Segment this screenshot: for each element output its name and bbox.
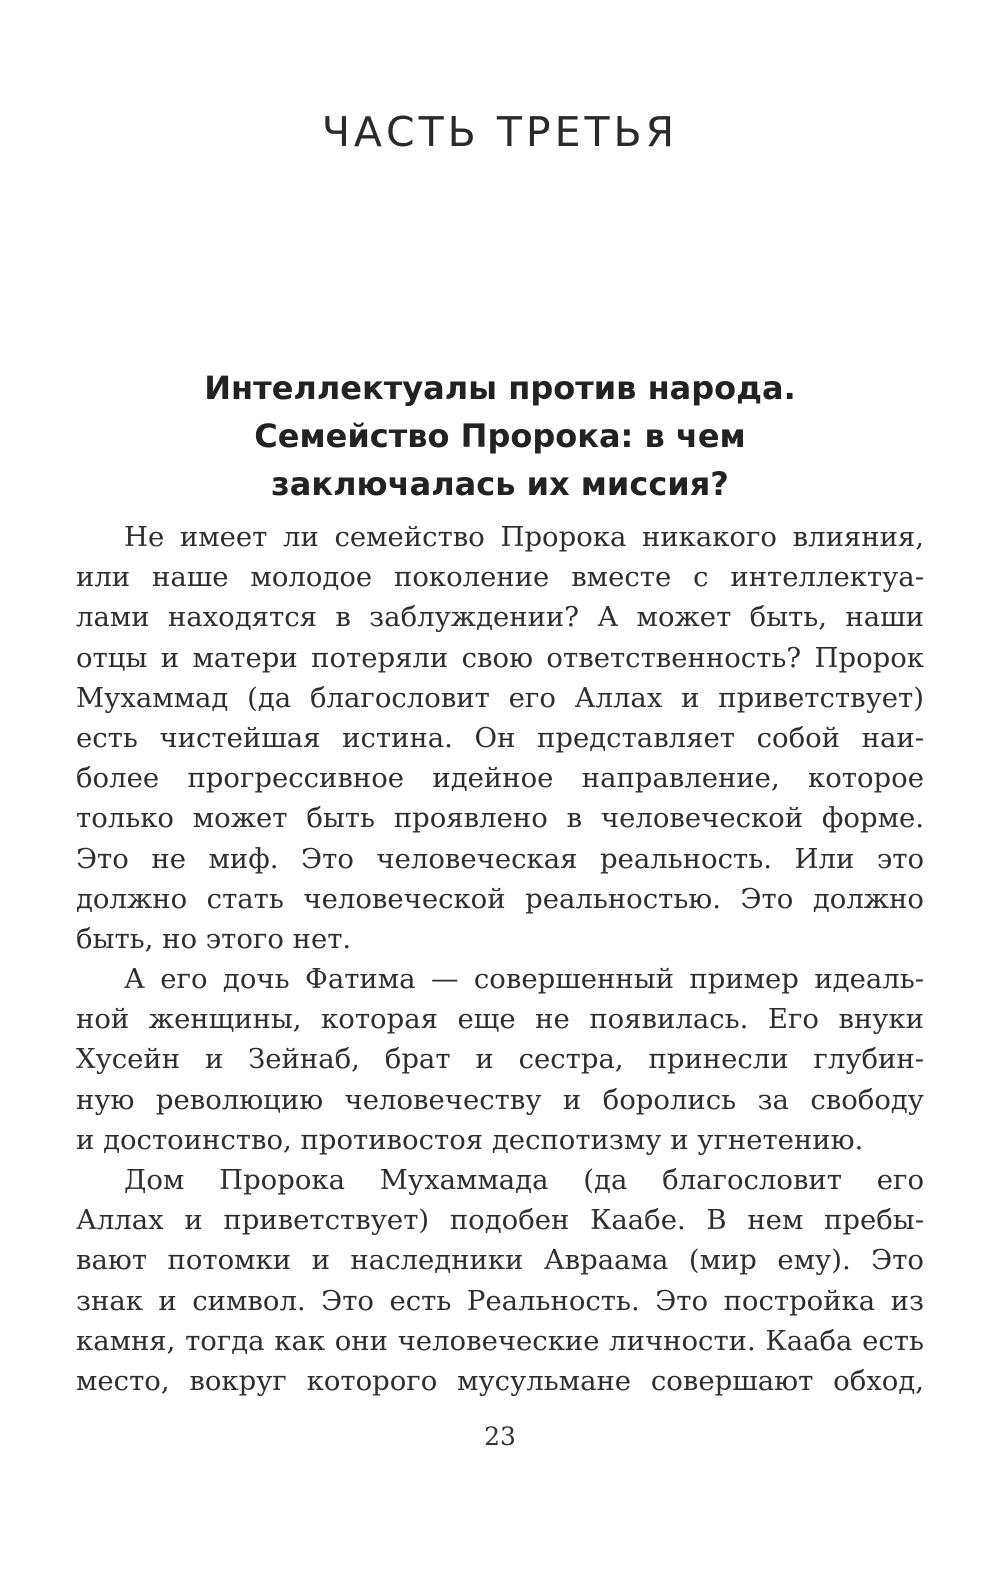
text-line: камня, тогда как они человеческие личности. Кааба есть <box>76 1324 924 1357</box>
text-line: и достоинство, противостоя деспотизму и угнетению. <box>76 1123 864 1156</box>
paragraph <box>76 1160 924 1401</box>
text-line: Хусейн и Зейнаб, брат и сестра, принесли глубин- <box>76 1043 924 1076</box>
text-line: или наше молодое поколение вместе с интеллектуа- <box>76 561 924 594</box>
text-line: А его дочь Фатима — совершенный пример идеаль- <box>124 963 924 996</box>
text-line: ной женщины, которая еще не появилась. Его внуки <box>76 1003 924 1036</box>
part-title: ЧАСТЬ ТРЕТЬЯ <box>321 108 679 156</box>
text-line: Аллах и приветствует) подобен Каабе. В нем пребы- <box>76 1204 924 1237</box>
text-line: место, вокруг которого мусульмане совершают обход, <box>76 1364 924 1397</box>
text-line: только может быть проявлено в человеческой форме. <box>76 802 924 835</box>
chapter-title-line: Семейство Пророка: в чем <box>254 417 746 455</box>
paragraph <box>76 959 924 1160</box>
chapter-title-line: заключалась их миссия? <box>271 465 729 503</box>
page-number: 23 <box>484 1422 516 1451</box>
text-line: Не имеет ли семейство Пророка никакого влияния, <box>124 521 924 553</box>
paragraph <box>76 517 924 959</box>
text-line: должно стать человеческой реальностью. Это должно <box>76 882 924 915</box>
text-line: вают потомки и наследники Авраама (мир ему). Это <box>76 1244 924 1277</box>
text-line: знак и символ. Это есть Реальность. Это постройка из <box>76 1284 924 1317</box>
body-text <box>76 517 924 1401</box>
text-line: ную революцию человечеству и боролись за свободу <box>76 1083 924 1116</box>
text-line: Дом Пророка Мухаммада (да благословит его <box>124 1164 924 1196</box>
text-line: более прогрессивное идейное направление, которое <box>76 762 924 795</box>
text-line: лами находятся в заблуждении? А может быть, наши <box>76 601 924 634</box>
text-line: есть чистейшая истина. Он представляет собой наи- <box>76 721 924 754</box>
text-line: Мухаммад (да благословит его Аллах и приветствует) <box>76 681 924 714</box>
text-line: быть, но этого нет. <box>76 922 352 955</box>
text-line: Это не миф. Это человеческая реальность. Или это <box>76 842 924 875</box>
text-line: отцы и матери потеряли свою ответственность? Пророк <box>76 641 924 674</box>
chapter-title-line: Интеллектуалы против народа. <box>204 369 796 407</box>
chapter-title <box>120 364 880 508</box>
